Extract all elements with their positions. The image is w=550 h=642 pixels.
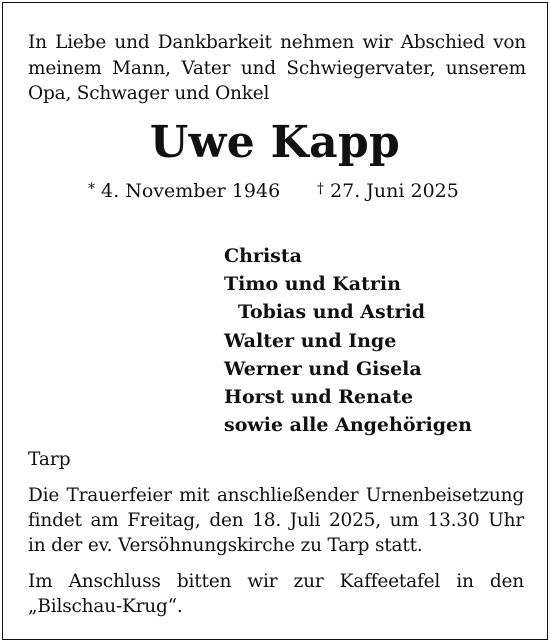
mourner-entry: Horst und Renate: [224, 386, 414, 409]
birth-star-icon: *: [88, 181, 95, 197]
mourner-entry: Walter und Inge: [224, 329, 397, 352]
place-name: Tarp: [28, 449, 71, 470]
mourner-entry: Christa: [224, 245, 302, 267]
deceased-name: Uwe Kapp: [149, 117, 401, 168]
mourner-entry: Tobias und Astrid: [238, 301, 426, 324]
mourner-entry: Timo und Katrin: [224, 273, 401, 296]
funeral-line: findet am Freitag, den 18. Juli 2025, um 13.30 Uhr: [28, 510, 524, 531]
birth-date-text: 4. November 1946: [101, 180, 281, 202]
intro-line: In Liebe und Dankbarkeit nehmen wir Abschied von: [28, 32, 526, 53]
mourner-entry: sowie alle Angehörigen: [224, 414, 472, 437]
coffee-line: Im Anschluss bitten wir zur Kaffeetafel in den: [28, 571, 524, 592]
birth-date: [88, 176, 280, 204]
intro-line: meinem Mann, Vater und Schwiegervater, unserem: [28, 57, 526, 79]
intro-line: Opa, Schwager und Onkel: [28, 83, 270, 104]
death-date: [317, 176, 459, 204]
coffee-line: „Bilschau-Krug“.: [28, 596, 183, 617]
coffee-notice: [28, 569, 524, 619]
death-cross-icon: †: [317, 181, 324, 197]
death-date-text: 27. Juni 2025: [330, 180, 459, 202]
funeral-line: in der ev. Versöhnungskirche zu Tarp statt.: [28, 535, 423, 556]
mourners-list: [224, 242, 524, 439]
funeral-line: Die Trauerfeier mit anschließender Urnenbeisetzung: [28, 485, 524, 506]
intro-text: [28, 30, 526, 107]
mourner-entry: Werner und Gisela: [224, 357, 422, 380]
funeral-notice: [28, 483, 524, 558]
